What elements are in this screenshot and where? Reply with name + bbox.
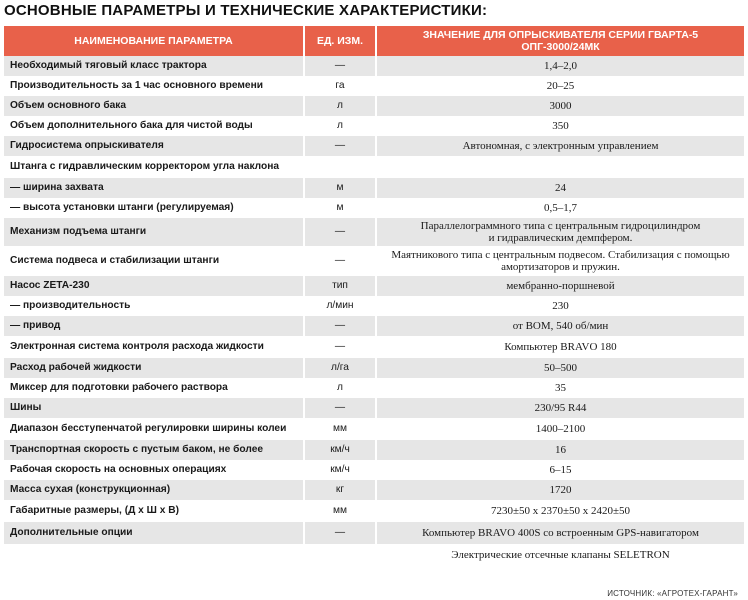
table-row [4,296,744,316]
table-row [4,480,744,500]
param-name: Масса сухая (конструкционная) [4,480,304,500]
param-unit: — [304,246,376,276]
param-value: 50–500 [376,358,744,378]
table-row [4,178,744,198]
param-value: 0,5–1,7 [376,198,744,218]
param-unit: л [304,378,376,398]
param-value: от ВОМ, 540 об/мин [376,316,744,336]
header-value-line1: ЗНАЧЕНИЕ ДЛЯ ОПРЫСКИВАТЕЛЯ СЕРИИ ГВАРТА-5 [422,29,699,41]
table-row [4,440,744,460]
param-value: Компьютер BRAVO 180 [376,336,744,358]
param-value: 1400–2100 [376,418,744,440]
param-value: 3000 [376,96,744,116]
param-value: 1,4–2,0 [376,56,744,76]
param-unit: л/га [304,358,376,378]
param-name: Диапазон бесступенчатой регулировки ширины колеи [4,418,304,440]
header-value-line2: ОПГ-3000/24МК [521,41,600,53]
specs-table [4,26,744,566]
param-name: Штанга с гидравлическим корректором угла наклона [4,156,304,178]
source-note: ИСТОЧНИК: «АГРОТЕХ-ГАРАНТ» [607,589,738,598]
table-row [4,418,744,440]
table-row [4,358,744,378]
param-unit: кг [304,480,376,500]
param-value-line2: амортизаторов и пружин. [501,261,620,273]
param-name: — ширина захвата [4,178,304,198]
table-row [4,378,744,398]
param-name: Насос ZETA-230 [4,276,304,296]
header-unit: ЕД. ИЗМ. [304,26,376,56]
param-unit: мм [304,500,376,522]
param-value: 16 [376,440,744,460]
param-unit [304,544,376,566]
table-row [4,522,744,544]
param-name: Расход рабочей жидкости [4,358,304,378]
param-value: 350 [376,116,744,136]
header-name: НАИМЕНОВАНИЕ ПАРАМЕТРА [4,26,304,56]
param-value: мембранно-поршневой [376,276,744,296]
param-unit: — [304,136,376,156]
param-value-line1: Параллелограммного типа с центральным гидроцилиндром [420,220,701,232]
param-unit: — [304,316,376,336]
param-value [376,218,744,246]
param-value: 35 [376,378,744,398]
param-name: Гидросистема опрыскивателя [4,136,304,156]
param-value: 230 [376,296,744,316]
table-row [4,218,744,246]
param-unit: км/ч [304,440,376,460]
param-unit: га [304,76,376,96]
table-row [4,398,744,418]
param-value-line2: и гидравлическим демпфером. [488,232,633,244]
param-unit: мм [304,418,376,440]
header-value [376,26,744,56]
table-row [4,336,744,358]
param-unit: км/ч [304,460,376,480]
param-unit: м [304,198,376,218]
table-row [4,96,744,116]
param-name: Шины [4,398,304,418]
param-unit: л [304,116,376,136]
param-value: 7230±50 х 2370±50 х 2420±50 [376,500,744,522]
param-name: Габаритные размеры, (Д х Ш х В) [4,500,304,522]
param-name: Рабочая скорость на основных операциях [4,460,304,480]
param-name: Миксер для подготовки рабочего раствора [4,378,304,398]
table-row [4,76,744,96]
param-unit: — [304,522,376,544]
param-name: Объем дополнительного бака для чистой воды [4,116,304,136]
param-unit: — [304,398,376,418]
param-name: — привод [4,316,304,336]
param-name: — высота установки штанги (регулируемая) [4,198,304,218]
param-value-line1: Маятникового типа с центральным подвесом. Стабилизация с помощью [391,249,730,261]
param-value: 230/95 R44 [376,398,744,418]
table-row [4,544,744,566]
param-unit: л [304,96,376,116]
param-name: Механизм подъема штанги [4,218,304,246]
param-name: — производительность [4,296,304,316]
param-value: 20–25 [376,76,744,96]
page-title: ОСНОВНЫЕ ПАРАМЕТРЫ И ТЕХНИЧЕСКИЕ ХАРАКТЕРИСТИКИ: [4,2,488,19]
table-row [4,500,744,522]
table-row [4,198,744,218]
param-name: Система подвеса и стабилизации штанги [4,246,304,276]
table-row [4,56,744,76]
param-value: 1720 [376,480,744,500]
table-header-row [4,26,744,56]
param-unit: — [304,336,376,358]
param-value [376,156,744,178]
table-row [4,316,744,336]
table-row [4,246,744,276]
param-value: 6–15 [376,460,744,480]
param-value [376,246,744,276]
param-name: Объем основного бака [4,96,304,116]
param-name: Электронная система контроля расхода жидкости [4,336,304,358]
table-row [4,116,744,136]
param-value: Электрические отсечные клапаны SELETRON [376,544,744,566]
param-unit: — [304,56,376,76]
param-unit: м [304,178,376,198]
table-row [4,156,744,178]
param-unit: л/мин [304,296,376,316]
param-value: Компьютер BRAVO 400S со встроенным GPS-навигатором [376,522,744,544]
table-row [4,460,744,480]
param-unit: — [304,218,376,246]
param-name [4,544,304,566]
table-row [4,136,744,156]
table-row [4,276,744,296]
param-name: Производительность за 1 час основного времени [4,76,304,96]
param-unit: тип [304,276,376,296]
param-name: Необходимый тяговый класс трактора [4,56,304,76]
param-value: 24 [376,178,744,198]
param-name: Дополнительные опции [4,522,304,544]
param-name: Транспортная скорость с пустым баком, не более [4,440,304,460]
param-value: Автономная, с электронным управлением [376,136,744,156]
param-unit [304,156,376,178]
